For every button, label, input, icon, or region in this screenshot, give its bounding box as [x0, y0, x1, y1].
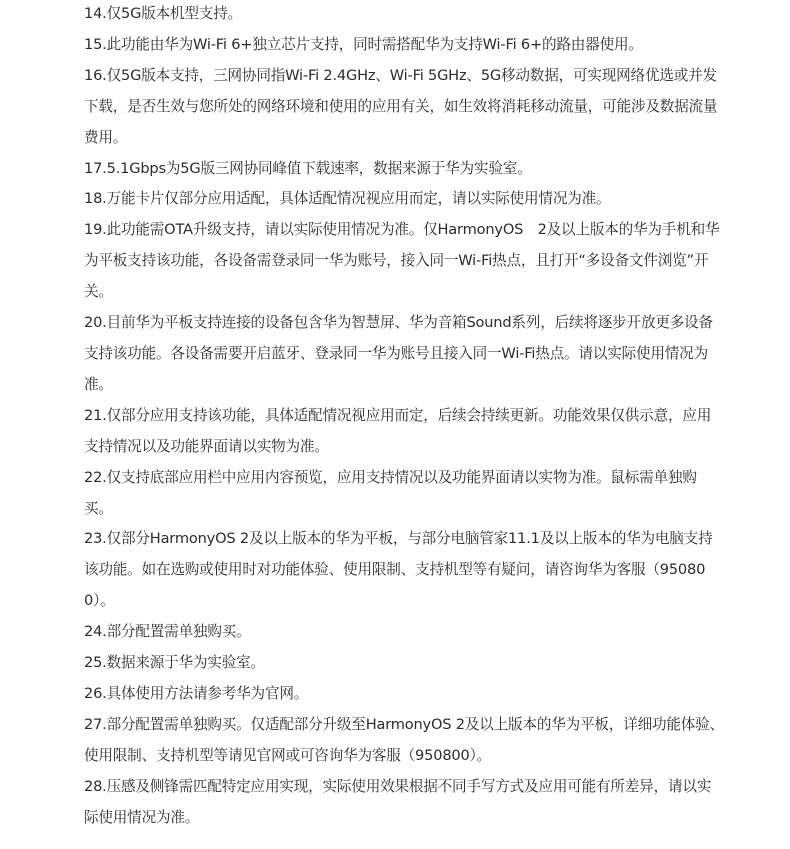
footnote-21: 21.仅部分应用支持该功能，具体适配情况视应用而定，后续会持续更新。功能效果仅供示意，应用支持情况以及功能界面请以实物为准。	[84, 406, 712, 455]
footnote-18: 18.万能卡片仅部分应用适配，具体适配情况视应用而定，请以实际使用情况为准。	[84, 190, 611, 208]
footnote-15: 15.此功能由华为Wi-Fi 6+独立芯片支持，同时需搭配华为支持Wi-Fi 6+的路由器使用。	[84, 35, 643, 53]
footnote-23: 23.仅部分HarmonyOS 2及以上版本的华为平板，与部分电脑管家11.1及以上版本的华为电脑支持该功能。如在选购或使用时对功能体验、使用限制、支持机型等有疑问，请咨询华为客服（950800）。	[84, 530, 713, 610]
footnote-25: 25.数据来源于华为实验室。	[84, 654, 265, 672]
footnote-17: 17.5.1Gbps为5G版三网协同峰值下载速率，数据来源于华为实验室。	[84, 159, 532, 177]
footnote-22: 22.仅支持底部应用栏中应用内容预览，应用支持情况以及功能界面请以实物为准。鼠标需单独购买。	[84, 468, 697, 517]
footnote-28: 28.压感及侧锋需匹配特定应用实现，实际使用效果根据不同手写方式及应用可能有所差异，请以实际使用情况为准。	[84, 777, 712, 826]
footnote-24: 24.部分配置需单独购买。	[84, 623, 251, 641]
footnote-14: 14.仅5G版本机型支持。	[84, 5, 242, 22]
footnote-26: 26.具体使用方法请参考华为官网。	[84, 684, 309, 702]
footnote-19: 19.此功能需OTA升级支持，请以实际使用情况为准。仅HarmonyOS 2及以上版本的华为手机和华为平板支持该功能，各设备需登录同一华为账号，接入同一Wi-Fi热点，且打开“多设备文件浏览”开关。	[84, 221, 720, 301]
footnote-20: 20.目前华为平板支持连接的设备包含华为智慧屏、华为音箱Sound系列，后续将逐步开放更多设备支持该功能。各设备需要开启蓝牙、登录同一华为账号且接入同一Wi-Fi热点。请以实际使用情况为准。	[84, 314, 713, 393]
footnotes-list	[84, 0, 724, 833]
footnote-27: 27.部分配置需单独购买。仅适配部分升级至HarmonyOS 2及以上版本的华为平板，详细功能体验、使用限制、支持机型等请见官网或可咨询华为客服（950800）。	[84, 715, 724, 764]
footnote-16: 16.仅5G版本支持，三网协同指Wi-Fi 2.4GHz、Wi-Fi 5GHz、5G移动数据，可实现网络优选或并发下载，是否生效与您所处的网络环境和使用的应用有关，如生效将消耗移动流量，可能涉及数据流量费用。	[84, 66, 718, 146]
